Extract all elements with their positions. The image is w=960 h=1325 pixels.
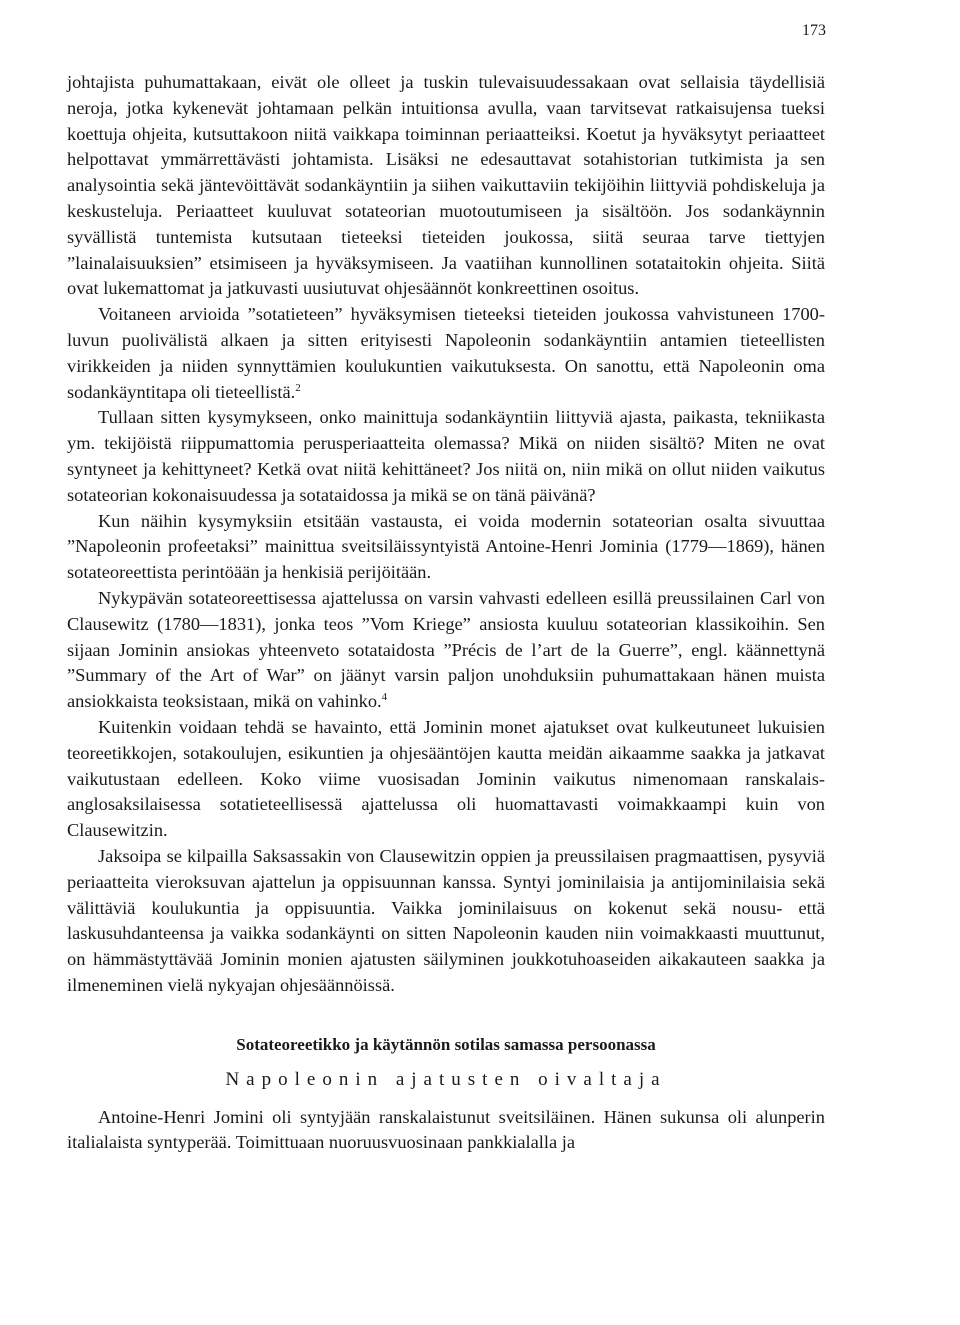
paragraph-3 xyxy=(67,405,825,508)
paragraph-6 xyxy=(67,715,825,844)
paragraph-7-text: Jaksoipa se kilpailla Saksassakin von Clausewitzin oppien ja preussilaisen pragmaattisen, pysyviä periaatteita vieroksuvan ajattelun ja oppisuunnan kanssa. Syntyi jominilaisia ja antijominilaisia sekä välittäviä koulukuntia ja oppisuuntia. Vaikka jominilaisuus on kokenut sekä nousu- että laskusuhdanteensa ja vaikka sodankäynti on sitten Napoleonin kauden niin voimakkaasti muuttunut, on hämmästyttävää Jominin monien ajatusten säilyminen joukkotuhoaseiden aikakauteen saakka ja ilmeneminen vielä nykyajan ohjesäännöissä. xyxy=(67,845,825,995)
paragraph-1-text: johtajista puhumattakaan, eivät ole olleet ja tuskin tulevaisuudessakaan ovat sellaisia täydellisiä neroja, jotka kykenevät johtamaan pelkän intuitionsa avulla, vaan tarvitsevat ratkaisujensa tueksi koettuja ohjeita, kutsuttakoon niitä vaikkapa toiminnan periaatteiksi. Koetut ja hyväksytyt periaatteet helpottavat ymmärrettävästi johtamista. Lisäksi ne edesauttavat sotahistorian tutkimista ja sen analysointia sekä jäntevöittävät sodankäyntiin ja siihen vaikuttaviin tekijöihin liittyviä pohdiskeluja ja keskusteluja. Periaatteet kuuluvat sotateorian muotoutumiseen ja sisältöön. Jos sodankäynnin syvällistä tuntemista kutsutaan tieteeksi tieteiden joukossa, siitä seuraa tarve tiettyjen ”lainalaisuuksien” etsimiseen ja hyväksymiseen. Ja vaatiihan kunnollinen sotataitokin ohjeita. Siitä ovat lukemattomat ja jatkuvasti uusiutuvat ohjesäännöt konkreettinen osoitus. xyxy=(67,72,825,299)
page-body xyxy=(67,70,825,1156)
paragraph-6-text: Kuitenkin voidaan tehdä se havainto, että Jominin monet ajatukset ovat kulkeutuneet lukuisien teoreetikkojen, sotakoulujen, esikuntien ja ohjesääntöjen kautta meidän aikaamme saakka ja jatkavat vaikutustaan edelleen. Koko viime vuosisadan Jominin vaikutus nimenomaan ranskalais-anglosaksilaisessa sotatieteellisessä ajattelussa oli huomattavasti voimakkaampi kuin von Clausewitzin. xyxy=(67,716,825,841)
paragraph-closing xyxy=(67,1105,825,1157)
paragraph-4 xyxy=(67,509,825,586)
footnote-marker: 2 xyxy=(295,381,301,394)
paragraph-3-text: Tullaan sitten kysymykseen, onko mainittuja sodankäyntiin liittyviä ajasta, paikasta, tekniikasta ym. tekijöistä riippumattomia perusperiaatteita olemassa? Mikä on niiden sisältö? Miten ne ovat syntyneet ja kehittyneet? Ketkä ovat niitä kehittäneet? Jos niitä on, niin mikä on ollut niiden vaikutus sotateorian kokonaisuudessa ja sotataidossa ja mikä se on tänä päivänä? xyxy=(67,407,825,505)
paragraph-7 xyxy=(67,844,825,999)
paragraph-5-text: Nykypävän sotateoreettisessa ajattelussa on varsin vahvasti edelleen esillä preussilainen Carl von Clausewitz (1780—1831), jonka teos ”Vom Kriege” ansiosta kuuluu sotateorian klassikoihin. Sen sijaan Jominin ansiokas yhteenveto sotataidosta ”Précis de l’art de la Guerre”, engl. käännettynä ”Summary of the Art of War” on jäänyt varsin paljon unohduksiin puhumattakaan hänen muista ansiokkaista teoksistaan, mikä on vahinko. xyxy=(67,587,825,712)
paragraph-1 xyxy=(67,70,825,302)
section-heading: Sotateoreetikko ja käytännön sotilas samassa persoonassa xyxy=(236,1034,656,1054)
paragraph-closing-text: Antoine-Henri Jomini oli syntyjään ranskalaistunut sveitsiläinen. Hänen sukunsa oli alunperin italialaista syntyperää. Toimittuaan nuoruusvuosinaan pankkialalla ja xyxy=(67,1106,825,1153)
section-subheading: Napoleonin ajatusten oivaltaja xyxy=(225,1068,667,1090)
page-number: 173 xyxy=(802,22,826,39)
paragraph-2 xyxy=(67,302,825,405)
paragraph-2-text: Voitaneen arvioida ”sotatieteen” hyväksymisen tieteeksi tieteiden joukossa vahvistuneen 1700-luvun puolivälistä alkaen ja sitten erityisesti Napoleonin sodankäyntiin antamien tieteellisten virikkeiden ja niiden synnyttämien koulukuntien vaikutuksesta. On sanottu, että Napoleonin oma sodankäyntitapa oli tieteellistä. xyxy=(67,304,825,402)
paragraph-4-text: Kun näihin kysymyksiin etsitään vastausta, ei voida modernin sotateorian osalta sivuuttaa ”Napoleonin profeetaksi” mainittua sveitsiläissyntyistä Antoine-Henri Jominia (1779—1869), hänen sotateoreettista perintöään ja henkisiä perijöitään. xyxy=(67,510,825,583)
footnote-marker: 4 xyxy=(381,691,388,704)
paragraph-5 xyxy=(67,586,825,715)
